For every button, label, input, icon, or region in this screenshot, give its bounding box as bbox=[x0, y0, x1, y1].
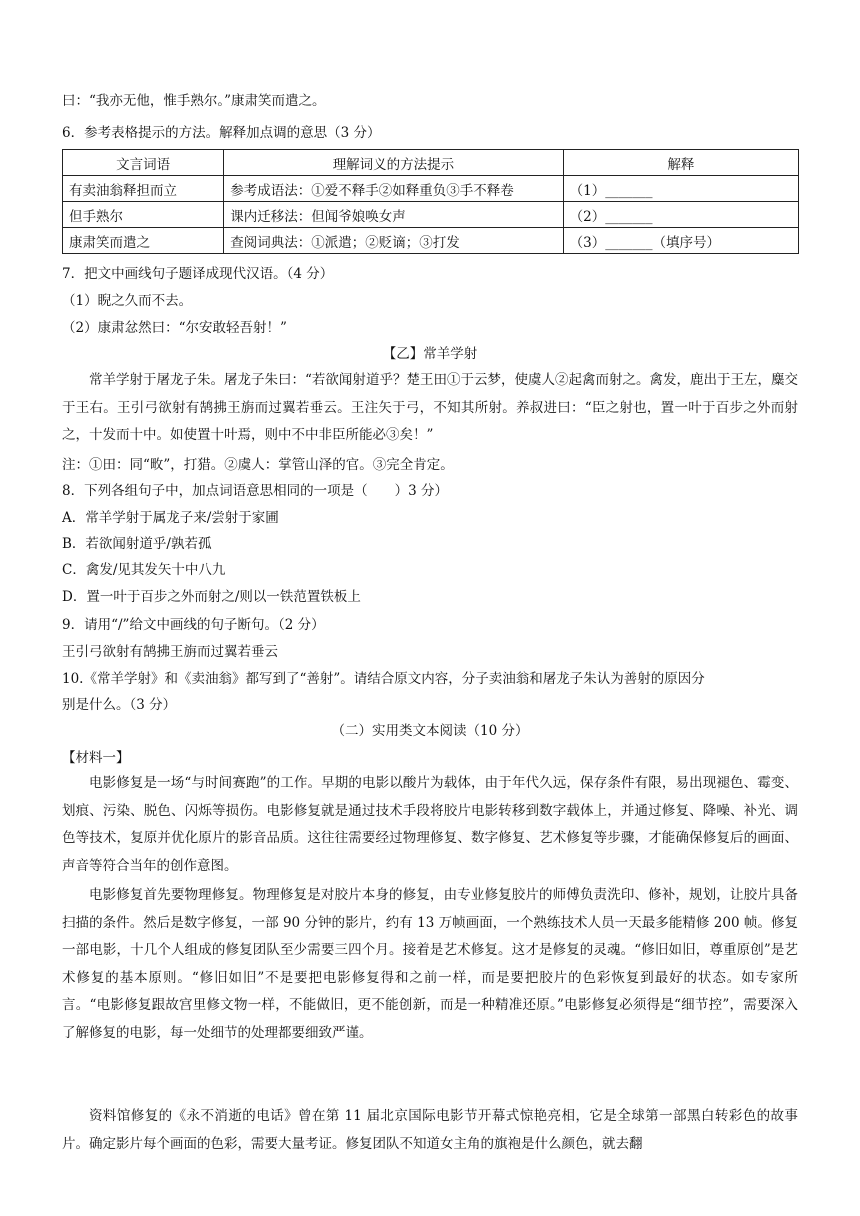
q8-prompt: 8．下列各组句子中，加点词语意思相同的一项是（ ）3 分） bbox=[62, 483, 448, 499]
table-header-cell: 解释 bbox=[563, 150, 798, 176]
q7-sentence-1: （1）睨之久而不去。 bbox=[62, 293, 193, 309]
q9-sentence: 王引弓欲射有鹄拂王旃而过翼若垂云 bbox=[62, 644, 278, 660]
table-header-cell: 理解词义的方法提示 bbox=[224, 150, 563, 176]
table-header-cell: 文言词语 bbox=[63, 150, 224, 176]
q6-table bbox=[62, 149, 799, 254]
q9-prompt: 9．请用“/”给文中画线的句子断句。（2 分） bbox=[62, 617, 325, 633]
q8-option-a: A．常羊学射于属龙子来/尝射于家圃 bbox=[62, 510, 279, 526]
material-paragraph-2: 电影修复首先要物理修复。物理修复是对胶片本身的修复，由专业修复胶片的师傅负责洗印、修补，规划，让胶片具备扫描的条件。然后是数字修复，一部 90 分钟的影片，约有 13 万帧画面，一个熟练技术人员一天最多能精修 200 帧。修复一部电影，十几个人组成的修复团队至少需要三四个月。接着是艺术修复。这才是修复的灵魂。“修旧如旧，尊重原创”是艺术修复的基本原则。“修旧如旧”不是要把电影修复得和之前一样，而是要把胶片的色彩恢复到最好的状态。如专家所言。“电影修复跟故宫里修文物一样，不能做旧，更不能创新，而是一种精准还原。”电影修复必须得是“细节控”，需要深入了解修复的电影，每一处细节的处理都要细致严谨。 bbox=[62, 887, 798, 1041]
material-paragraph-1: 电影修复是一场“与时间赛跑”的工作。早期的电影以酸片为载体，由于年代久远，保存条件有限，易出现褪色、霉变、划痕、污染、脱色、闪烁等损伤。电影修复就是通过技术手段将胶片电影转移到数字载体上，并通过修复、降噪、补光、调色等技术，复原并优化原片的影音品质。这往往需要经过物理修复、数字修复、艺术修复等步骤，才能确保修复后的画面、声音等符合当年的创作意图。 bbox=[62, 775, 798, 874]
table-cell: （3）_______（填序号） bbox=[563, 228, 798, 254]
q6-prompt: 6．参考表格提示的方法。解释加点调的意思（3 分） bbox=[62, 125, 381, 141]
section2-title: （二）实用类文本阅读（10 分） bbox=[331, 723, 529, 739]
table-header-row bbox=[63, 150, 799, 176]
q8-option-b: B．若欲闻射道乎/孰若孤 bbox=[62, 536, 212, 552]
table-cell: 参考成语法：①爱不释手②如释重负③手不释卷 bbox=[224, 176, 563, 202]
table-row bbox=[63, 202, 799, 228]
yi-title: 【乙】常羊学射 bbox=[382, 346, 478, 362]
top-line: 曰：“我亦无他，惟手熟尔。”康肃笑而遣之。 bbox=[62, 93, 326, 109]
material-label: 【材料一】 bbox=[62, 750, 130, 766]
table-row bbox=[63, 228, 799, 254]
q8-option-c: C．禽发/见其发矢十中八九 bbox=[62, 562, 226, 578]
table-cell: 课内迁移法：但闻爷娘唤女声 bbox=[224, 202, 563, 228]
table-cell: （1）_______ bbox=[563, 176, 798, 202]
table-cell: （2）_______ bbox=[563, 202, 798, 228]
q10-prompt-line-1: 10.《常羊学射》和《卖油翁》都写到了“善射”。请结合原文内容，分子卖油翁和屠龙子朱认为善射的原因分 bbox=[62, 671, 705, 687]
table-row bbox=[63, 176, 799, 202]
yi-note: 注：①田：同“畋”，打猎。②虞人：掌管山泽的官。③完全肯定。 bbox=[62, 457, 454, 473]
material-paragraph-3: 资料馆修复的《永不消逝的电话》曾在第 11 届北京国际电影节开幕式惊艳亮相，它是全球第一部黑白转彩色的故事片。确定影片每个画面的色彩，需要大量考证。修复团队不知道女主角的旗袍是什么颜色，就去翻 bbox=[62, 1108, 798, 1152]
table-cell: 但手熟尔 bbox=[63, 202, 224, 228]
q7-sentence-2: （2）康肃忿然曰：“尔安敢轻吾射！” bbox=[62, 320, 287, 336]
q8-option-d: D．置一叶于百步之外而射之/则以一铁范置铁板上 bbox=[62, 589, 361, 605]
table-cell: 有卖油翁释担而立 bbox=[63, 176, 224, 202]
q7-prompt: 7．把文中画线句子题译成现代汉语。（4 分） bbox=[62, 266, 334, 282]
q10-prompt-line-2: 别是什么。（3 分） bbox=[62, 697, 177, 713]
table-cell: 康肃笑而遣之 bbox=[63, 228, 224, 254]
table-cell: 查阅词典法：①派遣；②贬谪；③打发 bbox=[224, 228, 563, 254]
yi-passage: 常羊学射于屠龙子朱。屠龙子朱曰：“若欲闻射道乎？楚王田①于云梦，使虞人②起禽而射之。禽发，鹿出于王左，麋交于王右。王引弓欲射有鹄拂王旃而过翼若垂云。王注矢于弓，不知其所射。养叔进曰：“臣之射也，置一叶于百步之外而射之，十发而十中。如使置十叶焉，则中不中非臣所能必③矣！” bbox=[62, 372, 798, 444]
